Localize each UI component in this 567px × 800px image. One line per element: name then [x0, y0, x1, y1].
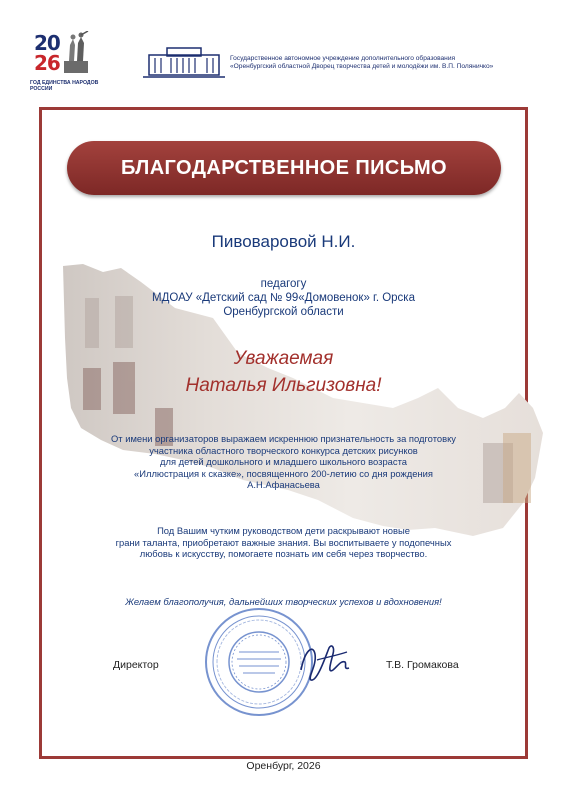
handwritten-signature-icon: [295, 640, 355, 686]
recipient-name: Пивоваровой Н.И.: [211, 232, 356, 251]
recipient-position: [60, 277, 507, 319]
greeting-line-1: Уважаемая: [233, 348, 334, 369]
place-and-date: Оренбург, 2026: [246, 760, 321, 772]
body1-line-3: для детей дошкольного и младшего школьного возраста: [160, 456, 407, 468]
body1-line-2: участника областного творческого конкурса детских рисунков: [149, 444, 418, 456]
body2-line-1: Под Вашим чутким руководством дети раскрывают новые: [157, 525, 410, 536]
year-logo-caption: ГОД ЕДИНСТВА НАРОДОВ РОССИИ: [30, 80, 99, 92]
letter-title: БЛАГОДАРСТВЕННОЕ ПИСЬМО: [120, 157, 448, 179]
organization-name: [230, 55, 550, 71]
position-line-2: МДОАУ «Детский сад № 99«Домовенок» г. Орска: [152, 292, 415, 304]
palace-icon: [143, 45, 225, 79]
body1-line-4: «Иллюстрация к сказке», посвященного 200-летию со дня рождения: [134, 467, 433, 479]
position-line-3: Оренбургской области: [223, 306, 344, 318]
monument-icon: [60, 31, 92, 75]
year-logo-top: 20: [34, 31, 60, 55]
year-logo-bottom: 26: [34, 51, 60, 75]
director-label: Директор: [113, 659, 159, 671]
body2-line-3: любовь к искусству, помогаете познать им себя через творчество.: [139, 548, 428, 560]
body2-line-2: грани таланта, приобретают важные знания. Вы воспитываете у подопечных: [115, 536, 452, 548]
guidance-paragraph: [60, 525, 507, 560]
organization-line-2: «Оренбургский областной Дворец творчества детей и молодёжи им. В.П. Поляничко»: [230, 63, 494, 70]
body1-line-1: От имени организаторов выражаем искреннюю признательность за подготовку: [111, 433, 456, 444]
gratitude-paragraph: [60, 433, 507, 491]
body1-line-5: А.Н.Афанасьева: [247, 479, 320, 491]
director-name: Т.В. Громакова: [386, 659, 459, 671]
greeting: [60, 345, 507, 399]
organization-line-1: Государственное автономное учреждение дополнительного образования: [230, 55, 456, 62]
position-line-1: педагогу: [260, 278, 307, 290]
wishes-line: Желаем благополучия, дальнейших творческих успехов и вдохновения!: [125, 596, 442, 607]
greeting-line-2: Наталья Ильгизовна!: [185, 375, 382, 396]
